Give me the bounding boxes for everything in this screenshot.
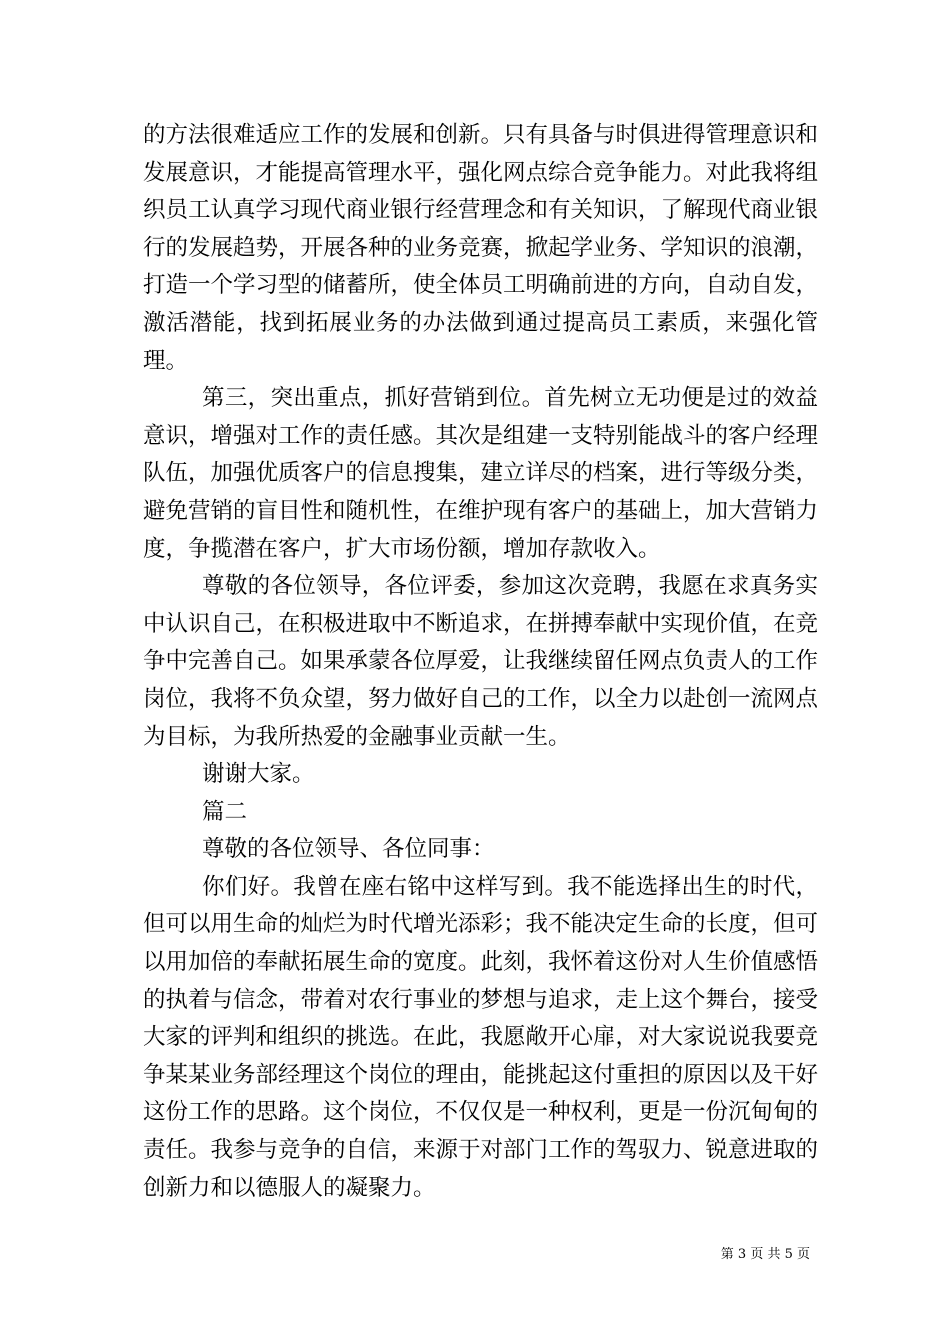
paragraph-3: 尊敬的各位领导，各位评委，参加这次竞聘，我愿在求真务实中认识自己，在积极进取中不断追求，在拼搏奉献中实现价值，在竞争中完善自己。如果承蒙各位厚爱，让我继续留任网点负责人的工作岗位，我将不负众望，努力做好自己的工作，以全力以赴创一流网点为目标，为我所热爱的金融事业贡献一生。 — [143, 573, 819, 750]
body-text — [143, 117, 818, 1207]
paragraph-4: 谢谢大家。 — [202, 761, 315, 788]
paragraph-2: 第三，突出重点，抓好营销到位。首先树立无功便是过的效益意识，增强对工作的责任感。其次是组建一支特别能战斗的客户经理队伍，加强优质客户的信息搜集，建立详尽的档案，进行等级分类，避免营销的盲目性和随机性，在维护现有客户的基础上，加大营销力度，争揽潜在客户，扩大市场份额，增加存款收入。 — [143, 385, 819, 562]
salutation: 尊敬的各位领导、各位同事： — [202, 836, 495, 863]
paragraph-7: 你们好。我曾在座右铭中这样写到。我不能选择出生的时代，但可以用生命的灿烂为时代增光添彩；我不能决定生命的长度，但可以用加倍的奉献拓展生命的宽度。此刻，我怀着这份对人生价值感悟的执着与信念，带着对农行事业的梦想与追求，走上这个舞台，接受大家的评判和组织的挑选。在此，我愿敞开心扉，对大家说说我要竞争某某业务部经理这个岗位的理由，能挑起这付重担的原因以及干好这份工作的思路。这个岗位，不仅仅是一种权利，更是一份沉甸甸的责任。我参与竞争的自信，来源于对部门工作的驾驭力、锐意进取的创新力和以德服人的凝聚力。 — [143, 873, 819, 1201]
page-footer: 第 3 页 共 5 页 — [720, 1247, 810, 1262]
paragraph-1: 的方法很难适应工作的发展和创新。只有具备与时俱进得管理意识和发展意识，才能提高管理水平，强化网点综合竞争能力。对此我将组织员工认真学习现代商业银行经营理念和有关知识，了解现代商业银行的发展趋势，开展各种的业务竞赛，掀起学业务、学知识的浪潮，打造一个学习型的储蓄所，使全体员工明确前进的方向，自动自发，激活潜能，找到拓展业务的办法做到通过提高员工素质，来强化管理。 — [143, 122, 819, 374]
section-heading: 篇二 — [202, 798, 248, 825]
